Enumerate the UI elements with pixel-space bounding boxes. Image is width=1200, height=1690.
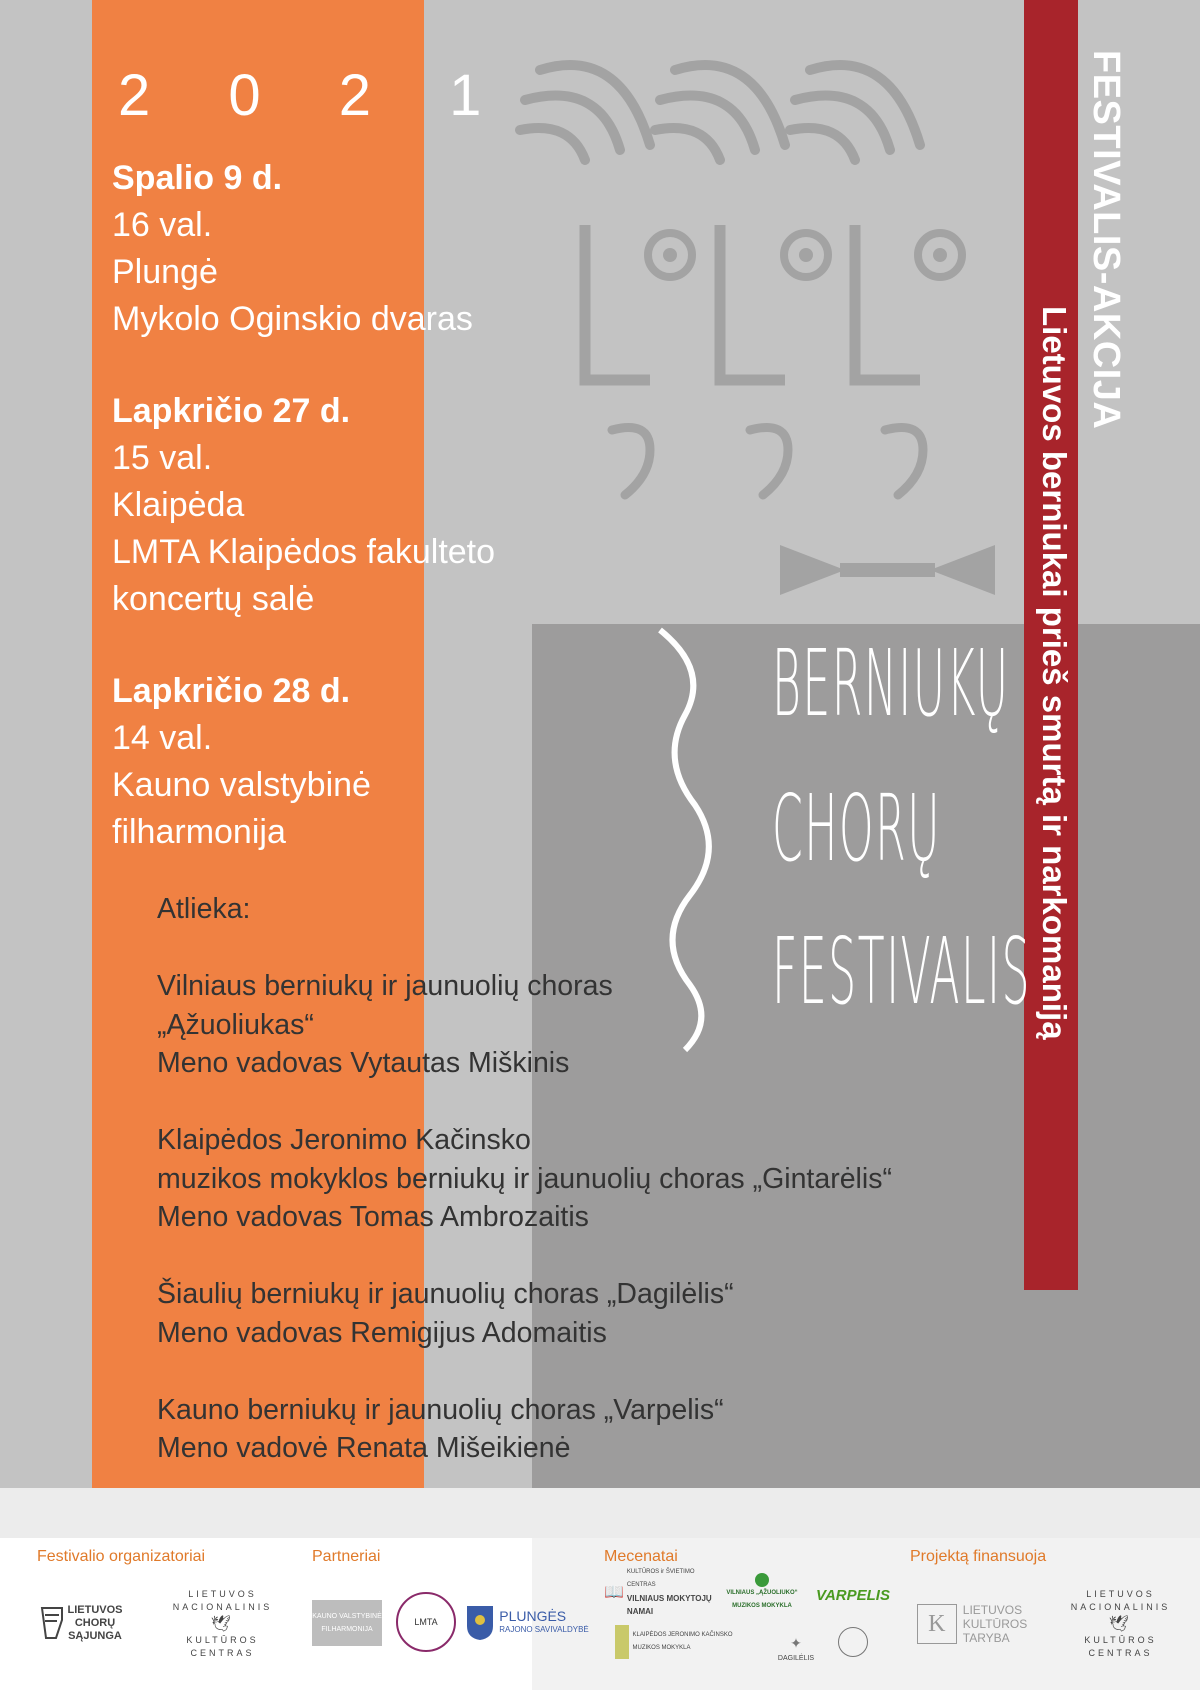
event-city: Plungė [112, 253, 218, 291]
performer-group [157, 1275, 1007, 1352]
side-title: FESTIVALIS-AKCIJA [1085, 50, 1127, 430]
bird-icon: ✦ [790, 1635, 802, 1651]
dagilelis-text: DAGILĖLIS [777, 1655, 815, 1662]
kacinsko-logo[interactable] [604, 1622, 744, 1662]
kvf-text: KAUNO VALSTYBINĖ FILHARMONIJA [312, 1613, 382, 1633]
lnkc-text: NACIONALINIS [1070, 1602, 1171, 1612]
birds-icon: 🕊 [1108, 1616, 1133, 1633]
eye-icons [648, 233, 962, 277]
performer-line: Meno vadovė Renata Mišeikienė [157, 1432, 571, 1464]
lnkc-text: LIETUVOS [188, 1589, 257, 1599]
event-city: Klaipėda [112, 486, 245, 524]
lkt-icon: K [917, 1604, 957, 1644]
vmn-text: KULTŪROS ir ŠVIETIMO CENTRAS VILNIAUS MOKYTOJŲ NAMAI [626, 1569, 712, 1616]
lnkc-text: CENTRAS [190, 1648, 255, 1658]
label-patrons: Mecenatai [604, 1548, 678, 1565]
performer-group [157, 1121, 1007, 1237]
performer-line: Šiaulių berniukų ir jaunuolių choras „Dagilėlis“ [157, 1278, 734, 1310]
event-date: Lapkričio 27 d. [112, 392, 351, 430]
lmta-logo[interactable] [396, 1592, 456, 1652]
lnkc-logo[interactable] [160, 1589, 285, 1658]
performer-group [157, 967, 1007, 1083]
event-1 [112, 155, 473, 343]
event-venue: LMTA Klaipėdos fakulteto [112, 533, 496, 571]
vmn-logo[interactable] [604, 1569, 724, 1616]
event-2 [112, 388, 495, 623]
kacinsko-text: KLAIPĖDOS JERONIMO KAČINSKO MUZIKOS MOKYKLA [632, 1632, 733, 1651]
dagilelis-logo[interactable] [770, 1630, 822, 1670]
year: 2 0 2 1 [118, 63, 513, 128]
performers [157, 890, 1007, 1506]
festival-title-line-1: BERNIUKŲ [772, 630, 1010, 737]
performer-group [157, 1391, 1007, 1468]
lcs-logo[interactable] [30, 1598, 130, 1648]
birds-icon: 🕊 [210, 1616, 235, 1633]
azuoliukas-text: VILNIAUS „ĄŽUOLIUKO“ [726, 1590, 798, 1596]
performer-line: Vilniaus berniukų ir jaunuolių choras [157, 970, 613, 1002]
bowtie-icon [780, 545, 995, 595]
tree-icon [755, 1573, 769, 1587]
lmta-text: LMTA [414, 1616, 438, 1627]
face-illustration [500, 50, 1020, 610]
lnkc-logo-2[interactable] [1058, 1589, 1183, 1658]
event-venue: koncertų salė [112, 580, 315, 618]
label-organizers: Festivalio organizatoriai [37, 1548, 206, 1565]
slogan: Lietuvos berniukai prieš smurtą ir narkomaniją [1036, 306, 1073, 1040]
performer-line: muzikos mokyklos berniukų ir jaunuolių choras „Gintarėlis“ [157, 1162, 892, 1195]
emblem-icon [838, 1627, 868, 1657]
azuoliukas-text: MUZIKOS MOKYKLA [732, 1603, 792, 1609]
coat-of-arms-icon [465, 1604, 495, 1642]
book-icon: 📖 [604, 1584, 624, 1601]
varpelis-logo[interactable] [818, 1572, 888, 1618]
lnkc-text: KULTŪROS [1084, 1635, 1157, 1645]
varpelis-text: VARPELIS [816, 1586, 890, 1604]
festival-title-line-2: CHORŲ [772, 775, 942, 882]
event-date: Spalio 9 d. [112, 159, 283, 197]
lkt-logo[interactable] [912, 1598, 1032, 1650]
event-venue: Mykolo Oginskio dvaras [112, 300, 473, 338]
performer-line: Kauno berniukų ir jaunuolių choras „Varpelis“ [157, 1393, 724, 1426]
label-partners: Partneriai [312, 1548, 381, 1565]
plunges-logo[interactable] [462, 1598, 592, 1648]
festival-title-line-3: FESTIVALIS [772, 918, 1031, 1025]
performer-line: „Ąžuoliukas“ [157, 1008, 314, 1041]
event-3 [112, 668, 371, 856]
hair-arcs [520, 65, 920, 160]
event-date: Lapkričio 28 d. [112, 672, 351, 710]
lnkc-text: CENTRAS [1088, 1648, 1153, 1658]
event-city: Kauno valstybinė [112, 766, 371, 804]
round-emblem-logo[interactable] [838, 1624, 868, 1660]
l-shapes [585, 225, 920, 380]
performer-line: Meno vadovas Tomas Ambrozaitis [157, 1201, 589, 1233]
lnkc-text: KULTŪROS [186, 1635, 259, 1645]
lcs-text: LIETUVOS CHORŲ SĄJUNGA [67, 1603, 123, 1642]
event-time: 16 val. [112, 206, 213, 244]
plunges-text: PLUNGĖS RAJONO SAVIVALDYBĖ [499, 1608, 589, 1634]
performer-line: Klaipėdos Jeronimo Kačinsko [157, 1124, 531, 1156]
event-time: 15 val. [112, 439, 213, 477]
performer-line: Meno vadovas Remigijus Adomaitis [157, 1316, 607, 1349]
azuoliukas-logo[interactable] [722, 1572, 802, 1614]
event-venue: filharmonija [112, 813, 286, 851]
kvf-logo[interactable] [312, 1600, 382, 1646]
choir-icon [37, 1603, 67, 1643]
lkt-text: LIETUVOS KULTŪROS TARYBA [962, 1603, 1028, 1645]
kacinsko-emblem [615, 1625, 629, 1659]
nose-hooks [612, 428, 923, 496]
event-time: 14 val. [112, 719, 213, 757]
label-funding: Projektą finansuoja [910, 1548, 1047, 1565]
lnkc-text: NACIONALINIS [172, 1602, 273, 1612]
lnkc-text: LIETUVOS [1086, 1589, 1155, 1599]
performer-line: Meno vadovas Vytautas Miškinis [157, 1047, 570, 1079]
performers-heading: Atlieka: [157, 893, 251, 925]
